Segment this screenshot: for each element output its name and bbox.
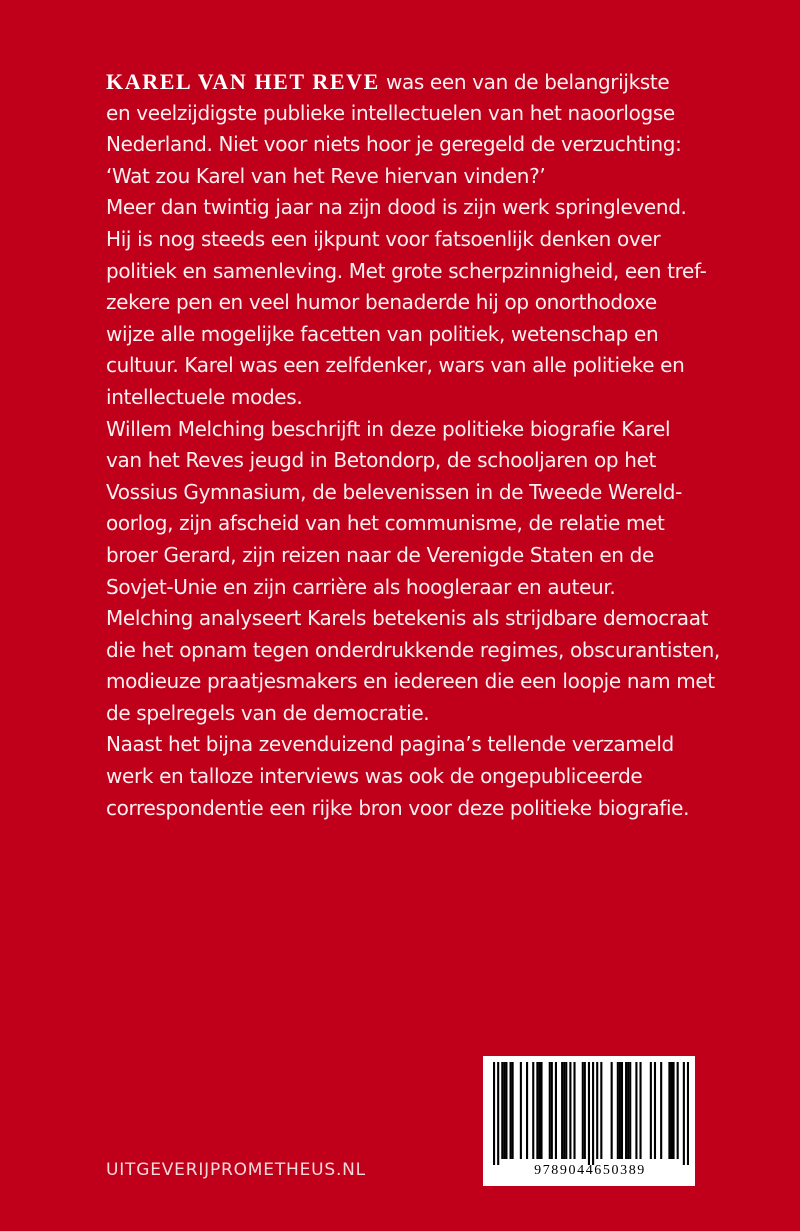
barcode-bar [497, 1062, 499, 1165]
author-name: KAREL VAN HET REVE [106, 69, 380, 94]
blurb-line-5: Hij is nog steeds een ijkpunt voor fatsoenlijk denken over [106, 226, 661, 251]
barcode-bar [536, 1062, 538, 1159]
blurb-line-21: Naast het bijna zevenduizend pagina’s tellende verzameld [106, 732, 674, 757]
barcode-bar [600, 1062, 602, 1159]
barcode-bar [596, 1062, 598, 1159]
barcode-bar [687, 1062, 689, 1165]
back-cover-blurb [106, 66, 720, 824]
blurb-line-13: Vossius Gymnasium, de belevenissen in de Tweede Wereld- [106, 479, 682, 504]
barcode-bar [668, 1062, 670, 1159]
blurb-line-7: zekere pen en veel humor benaderde hij op onorthodoxe [106, 290, 657, 315]
barcode-bar [650, 1062, 652, 1159]
blurb-line-19: modieuze praatjesmakers en iedereen die een loopje nam met [106, 669, 715, 694]
blurb-line-15: broer Gerard, zijn reizen naar de Verenigde Staten en de [106, 542, 654, 567]
blurb-line-16: Sovjet-Unie en zijn carrière als hoogleraar en auteur. [106, 574, 616, 599]
barcode-bars [493, 1062, 689, 1165]
barcode-bar [573, 1062, 575, 1159]
blurb-line-18: die het opnam tegen onderdrukkende regimes, obscurantisten, [106, 637, 720, 662]
barcode-bar [561, 1062, 563, 1159]
blurb-line-12: van het Reves jeugd in Betondorp, de schooljaren op het [106, 448, 657, 473]
barcode-bar [582, 1062, 584, 1159]
barcode-bar [660, 1062, 662, 1159]
blurb-line-2: Nederland. Niet voor niets hoor je geregeld de verzuchting: [106, 132, 682, 157]
barcode-bar [549, 1062, 551, 1159]
barcode-bar [526, 1062, 528, 1159]
barcode-bar [617, 1062, 619, 1159]
barcode-bar [677, 1062, 679, 1159]
blurb-line-4: Meer dan twintig jaar na zijn dood is zijn werk springlevend. [106, 195, 687, 220]
barcode-bar [493, 1062, 495, 1165]
barcode-bar [505, 1062, 507, 1159]
isbn-number: 9789044650389 [534, 1163, 646, 1178]
blurb-line-9: cultuur. Karel was een zelfdenker, wars van alle politieke en [106, 353, 685, 378]
barcode-bar [532, 1062, 534, 1159]
barcode-bar [592, 1062, 594, 1165]
barcode-bar [501, 1062, 503, 1159]
publisher-website: UITGEVERIJPROMETHEUS.NL [106, 1160, 366, 1180]
barcode-bar [538, 1062, 540, 1159]
blurb-line-20: de spelregels van de democratie. [106, 700, 430, 725]
barcode-bar [625, 1062, 627, 1159]
barcode-bar [555, 1062, 557, 1159]
blurb-line-10: intellectuele modes. [106, 384, 303, 409]
blurb-line-6: politiek en samenleving. Met grote scherpzinnigheid, een tref- [106, 258, 707, 283]
barcode-bar [512, 1062, 514, 1159]
barcode-bar [584, 1062, 586, 1159]
blurb-line-17: Melching analyseert Karels betekenis als strijdbare democraat [106, 606, 709, 631]
blurb-line-0-text: was een van de belangrijkste [379, 70, 670, 94]
blurb-line-22: werk en talloze interviews was ook de ongepubliceerde [106, 764, 643, 789]
barcode-bar [611, 1062, 613, 1159]
barcode-bar [588, 1062, 590, 1165]
barcode-bar [629, 1062, 631, 1159]
blurb-line-1: en veelzijdigste publieke intellectuelen van het naoorlogse [106, 100, 675, 125]
blurb-line-3: ‘Wat zou Karel van het Reve hiervan vinden?’ [106, 163, 546, 188]
barcode-bar [670, 1062, 672, 1159]
barcode-bar [683, 1062, 685, 1165]
barcode-bar [565, 1062, 567, 1159]
barcode-bar [503, 1062, 505, 1159]
isbn-barcode [483, 1056, 695, 1186]
barcode-bar [627, 1062, 629, 1159]
blurb-line-11: Willem Melching beschrijft in deze politieke biografie Karel [106, 416, 671, 441]
barcode-bar [639, 1062, 641, 1159]
blurb-line-23: correspondentie een rijke bron voor deze politieke biografie. [106, 795, 690, 820]
barcode-bar [654, 1062, 656, 1159]
barcode-bar [619, 1062, 621, 1159]
barcode-bar [621, 1062, 623, 1159]
blurb-line-14: oorlog, zijn afscheid van het communisme, de relatie met [106, 511, 665, 536]
blurb-line-8: wijze alle mogelijke facetten van politiek, wetenschap en [106, 321, 659, 346]
barcode-bar [551, 1062, 553, 1159]
barcode-bar [569, 1062, 571, 1159]
barcode-bar [520, 1062, 522, 1159]
barcode-bar [510, 1062, 512, 1159]
barcode-bar [540, 1062, 542, 1159]
blurb-line-0 [106, 66, 696, 98]
barcode-bar [563, 1062, 565, 1159]
barcode-bar [672, 1062, 674, 1159]
barcode-bar [635, 1062, 637, 1159]
